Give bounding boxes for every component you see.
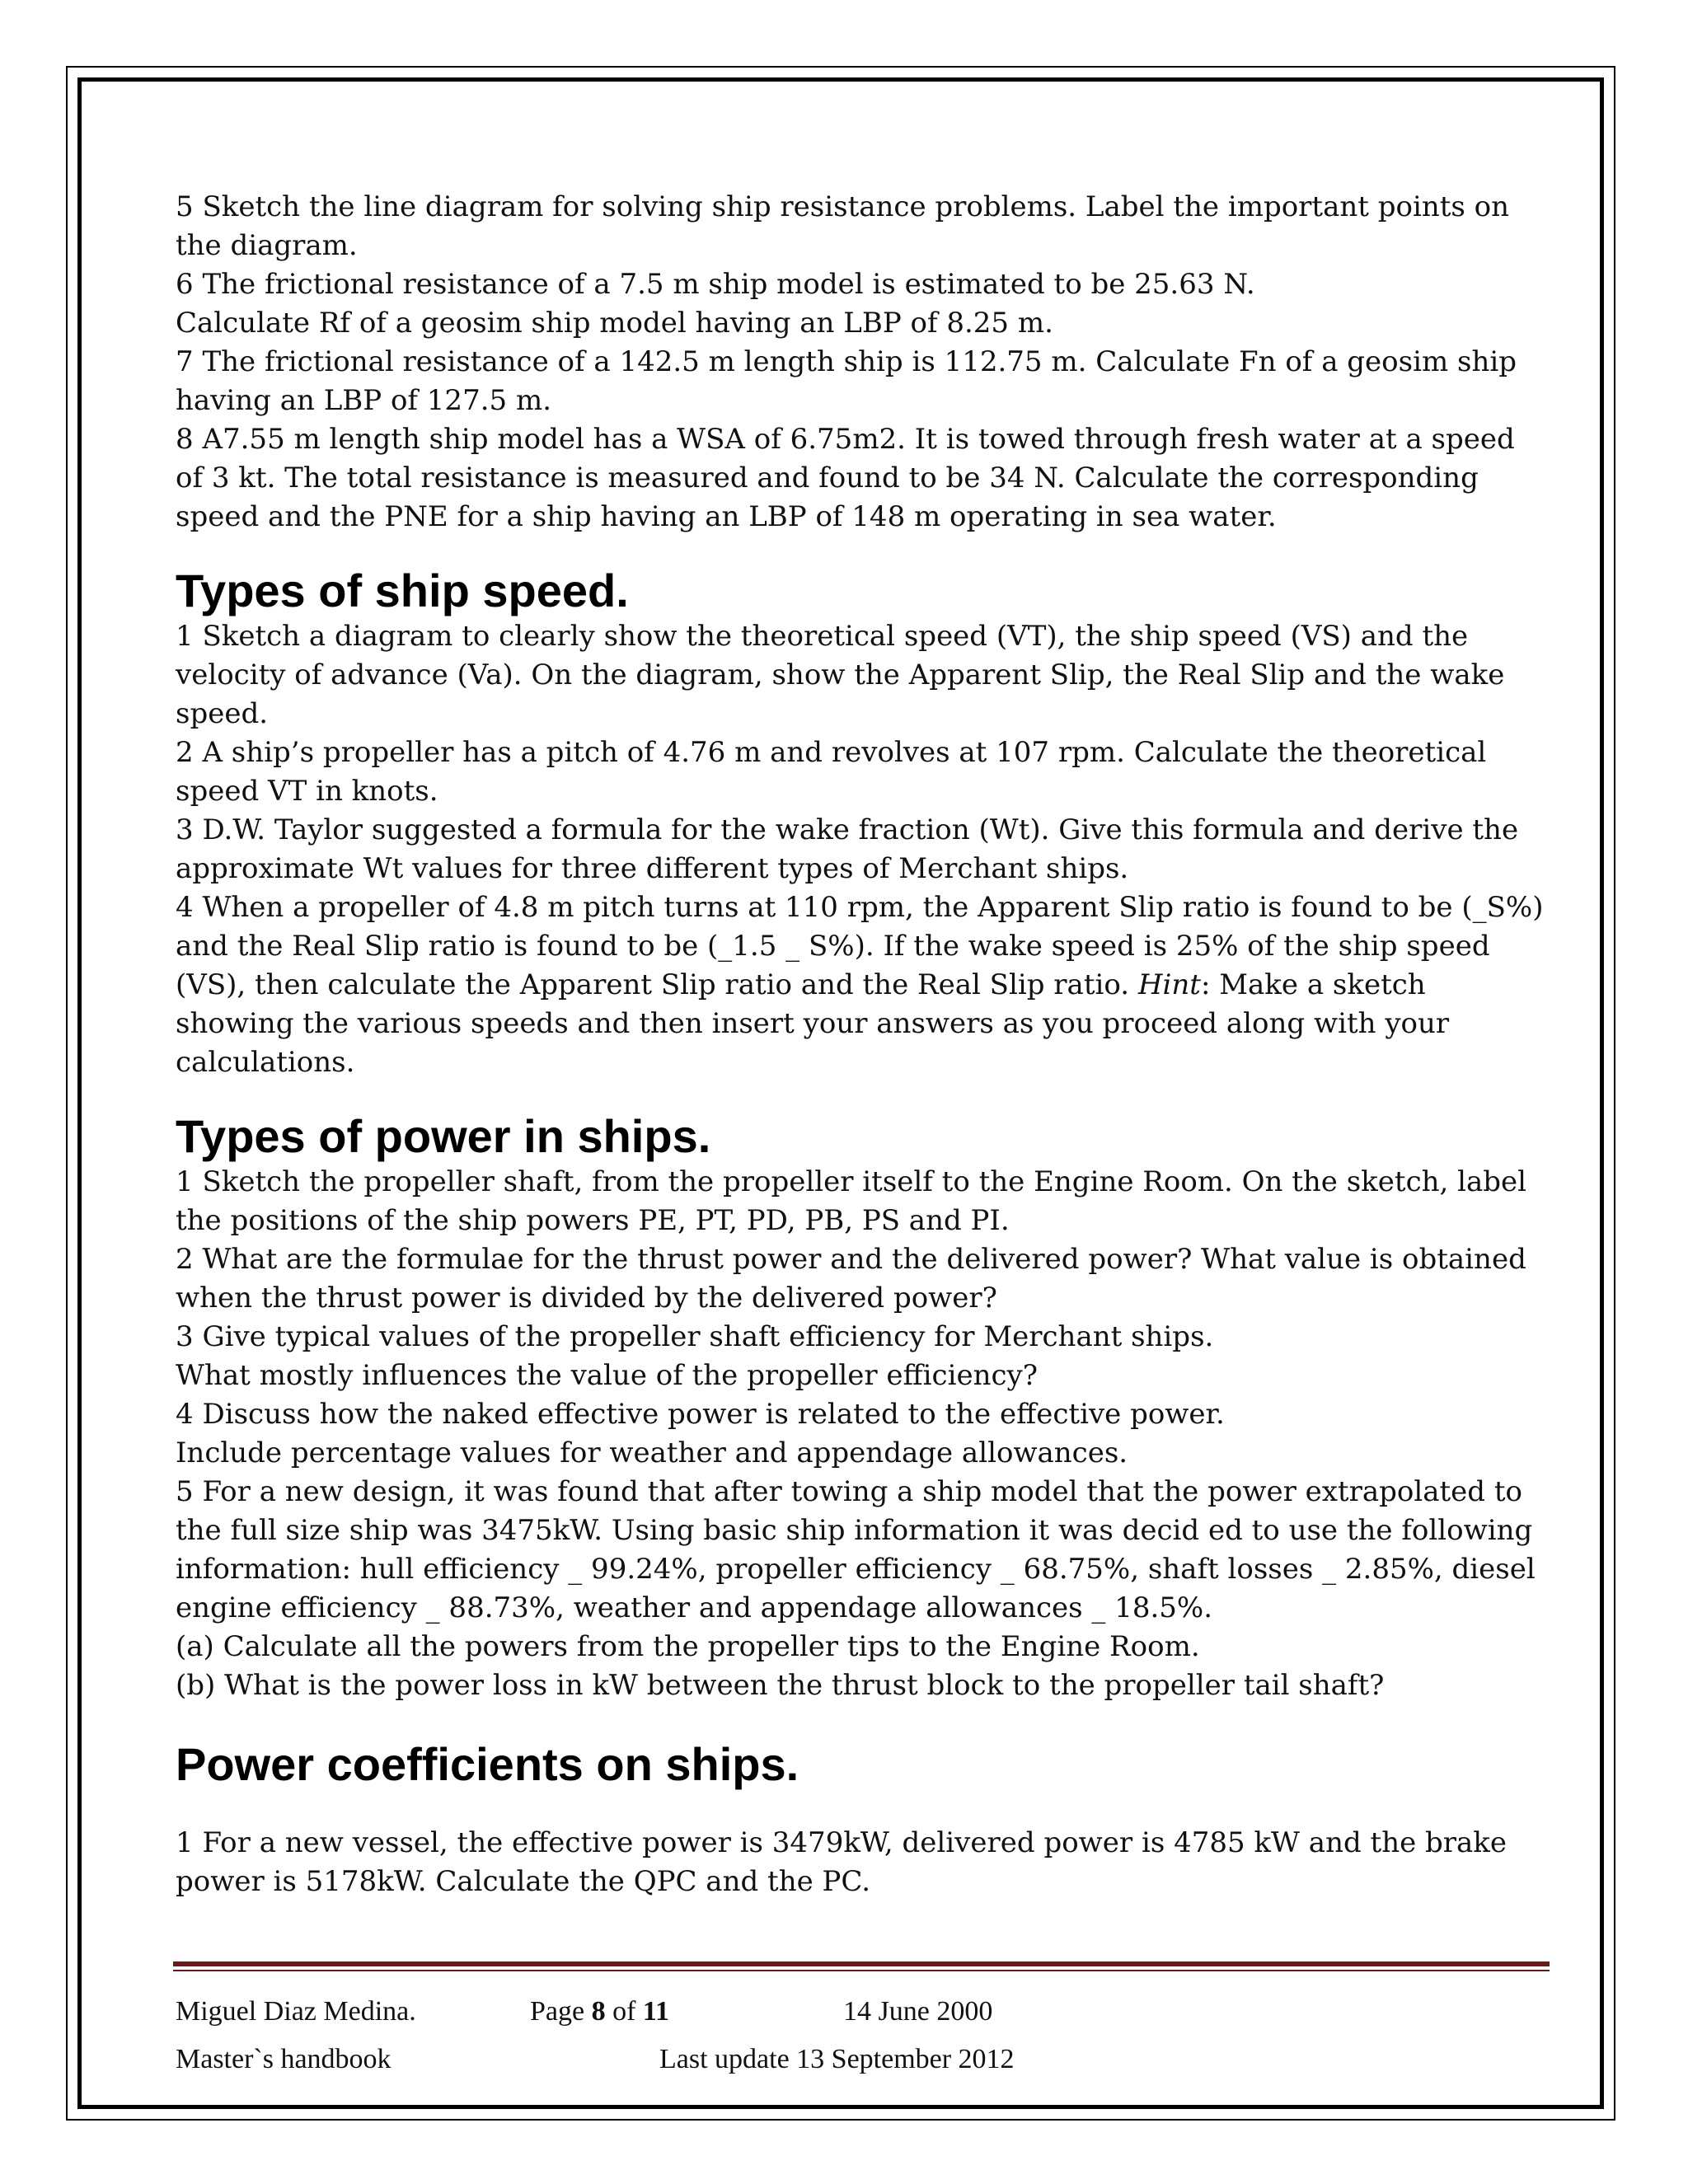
question-resistance-6-cont: Calculate Rf of a geosim ship model having an LBP of 8.25 m. [176, 307, 1053, 340]
heading-ship-power: Types of power in ships. [176, 1110, 711, 1162]
question-power-3: 3 Give typical values of the propeller shaft efficiency for Merchant ships. [176, 1320, 1214, 1353]
question-speed-3: 3 D.W. Taylor suggested a formula for the wake fraction (Wt). Give this formula and derive the approximate Wt values for three different types of Merchant ships. [176, 813, 1519, 885]
question-speed-4 [176, 888, 1544, 1082]
footer-book-title: Master`s handbook [176, 2044, 392, 2074]
question-resistance-7: 7 The frictional resistance of a 142.5 m length ship is 112.75 m. Calculate Fn of a geosim ship having an LBP of 127.5 m. [176, 345, 1517, 417]
question-power-4-cont: Include percentage values for weather and appendage allowances. [176, 1436, 1128, 1469]
question-speed-2: 2 A ship’s propeller has a pitch of 4.76 m and revolves at 107 rpm. Calculate the theoretical speed VT in knots. [176, 736, 1487, 808]
hint-label: Hint [1137, 968, 1201, 1001]
question-resistance-5: 5 Sketch the line diagram for solving ship resistance problems. Label the important points on the diagram. [176, 190, 1510, 262]
footer-last-update: Last update 13 September 2012 [659, 2044, 1015, 2074]
question-power-5: 5 For a new design, it was found that after towing a ship model that the power extrapolated to the full size ship was 3475kW. Using basic ship information it was decid ed to use the following information: hull efficiency _ 99.24%, propeller efficiency _ 68.75%, shaft losses _ 2.85%, diesel engine efficiency _ 88.73%, weather and appendage allowances _ 18.5%. [176, 1475, 1536, 1624]
question-power-1: 1 Sketch the propeller shaft, from the propeller itself to the Engine Room. On the sketch, label the positions of the ship powers PE, PT, PD, PB, PS and PI. [176, 1165, 1527, 1237]
page-current: 8 [591, 1996, 606, 2027]
heading-ship-speed: Types of ship speed. [176, 565, 629, 616]
question-power-2: 2 What are the formulae for the thrust power and the delivered power? What value is obtained when the thrust power is divided by the delivered power? [176, 1243, 1526, 1315]
question-coefficients-1: 1 For a new vessel, the effective power is 3479kW, delivered power is 4785 kW and the brake power is 5178kW. Calculate the QPC and the PC. [176, 1826, 1507, 1898]
footer-date: 14 June 2000 [843, 1996, 993, 2027]
question-resistance-8: 8 A7.55 m length ship model has a WSA of 6.75m2. It is towed through fresh water at a speed of 3 kt. The total resistance is measured and found to be 34 N. Calculate the corresponding speed and the PNE for a ship having an LBP of 148 m operating in sea water. [176, 423, 1515, 533]
footer-divider [173, 1961, 1550, 1966]
heading-power-coefficients: Power coefficients on ships. [176, 1738, 799, 1790]
question-power-5a: (a) Calculate all the powers from the propeller tips to the Engine Room. [176, 1630, 1200, 1663]
page-total: 11 [642, 1996, 670, 2027]
question-speed-4-text: 4 When a propeller of 4.8 m pitch turns at 110 rpm, the Apparent Slip ratio is found to be (_S%) and the Real Slip ratio is found to be (_1.5 _ S%). If the wake speed is 25% of the ship speed (VS), then calculate the Apparent Slip ratio and the Real Slip ratio. [176, 891, 1544, 1001]
question-power-5b: (b) What is the power loss in kW between the thrust block to the propeller tail shaft? [176, 1669, 1385, 1702]
page-of: of [605, 1996, 643, 2027]
footer-divider-thin [173, 1970, 1550, 1971]
page-prefix: Page [530, 1996, 592, 2027]
question-power-3-cont: What mostly influences the value of the propeller efficiency? [176, 1359, 1038, 1392]
footer-page-number [530, 1996, 669, 2027]
question-resistance-6: 6 The frictional resistance of a 7.5 m ship model is estimated to be 25.63 N. [176, 268, 1255, 301]
hint-text: : Make a sketch showing the various speeds and then insert your answers as you proceed along with your calculations. [176, 968, 1450, 1079]
document-body [176, 188, 1544, 1901]
footer-author: Miguel Diaz Medina. [176, 1996, 416, 2027]
question-speed-1: 1 Sketch a diagram to clearly show the theoretical speed (VT), the ship speed (VS) and the velocity of advance (Va). On the diagram, show the Apparent Slip, the Real Slip and the wake speed. [176, 620, 1505, 730]
question-power-4: 4 Discuss how the naked effective power is related to the effective power. [176, 1398, 1225, 1431]
